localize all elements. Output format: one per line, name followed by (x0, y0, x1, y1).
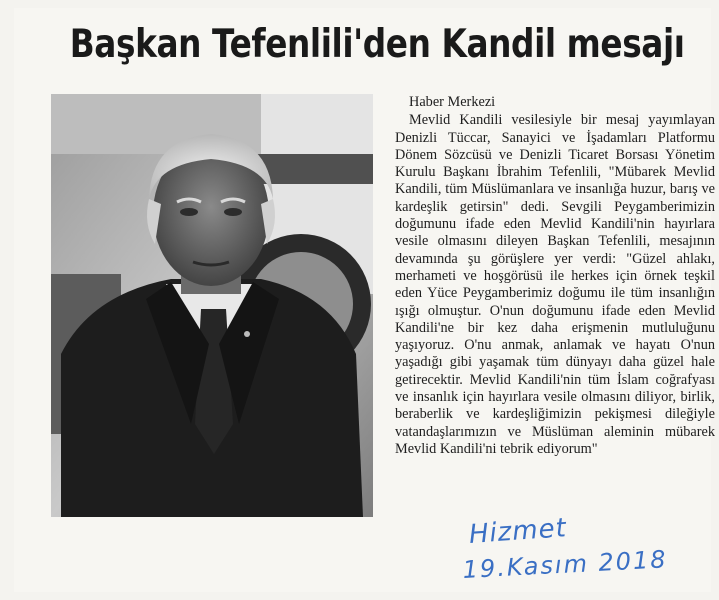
portrait-illustration (51, 94, 373, 517)
newspaper-clipping (14, 8, 715, 592)
headline: Başkan Tefenlili'den Kandil mesajı (69, 22, 685, 67)
article-body: Mevlid Kandili vesilesiyle bir mesaj yayımlayan Denizli Tüccar, Sanayici ve İşadamları Platformu Dönem Sözcüsü ve Denizli Ticaret Borsası Yönetim Kurulu Başkanı İbrahim Tefenlili, "Mübarek Mevlid Kandili, tüm Müslümanlara ve insanlığa huzur, barış ve kardeşlik getirsin" dedi. Sevgili Peygamberimizin doğumunu ifade eden Mevlid Kandili'nin hayırlara vesile olmasını dileyen Başkan Tefenlili, mesajının devamında şu görüşlere yer verdi: "Güzel ahlakı, merhameti ve hoşgörüsü ile herkes için örnek teşkil eden Yüce Peygamberimiz doğumu ile tüm insanlığın ışığı olmuştur. O'nun doğumunu ifade eden Mevlid Kandili'ne bir kez daha erişmenin mutluluğunu yaşıyoruz. O'nu anmak, anlamak ve hayatı O'nun yaşadığı gibi yaşamak tüm dünyayı daha güzel hale getirecektir. Mevlid Kandili'nin tüm İslam coğrafyası ve insanlık için hayırlara vesile olmasını diliyor, birlik, beraberlik ve kardeşliğimizin pekişmesi dileğiyle vatandaşlarımızın ve Müslüman aleminin mübarek Mevlid Kandili'ni tebrik ediyorum" (395, 112, 715, 457)
portrait-photo (51, 94, 373, 517)
article-column (395, 94, 715, 458)
publication-stamp: Hizmet (468, 513, 568, 550)
byline: Haber Merkezi (409, 94, 496, 110)
date-stamp: 19.Kasım 2018 (462, 545, 669, 584)
